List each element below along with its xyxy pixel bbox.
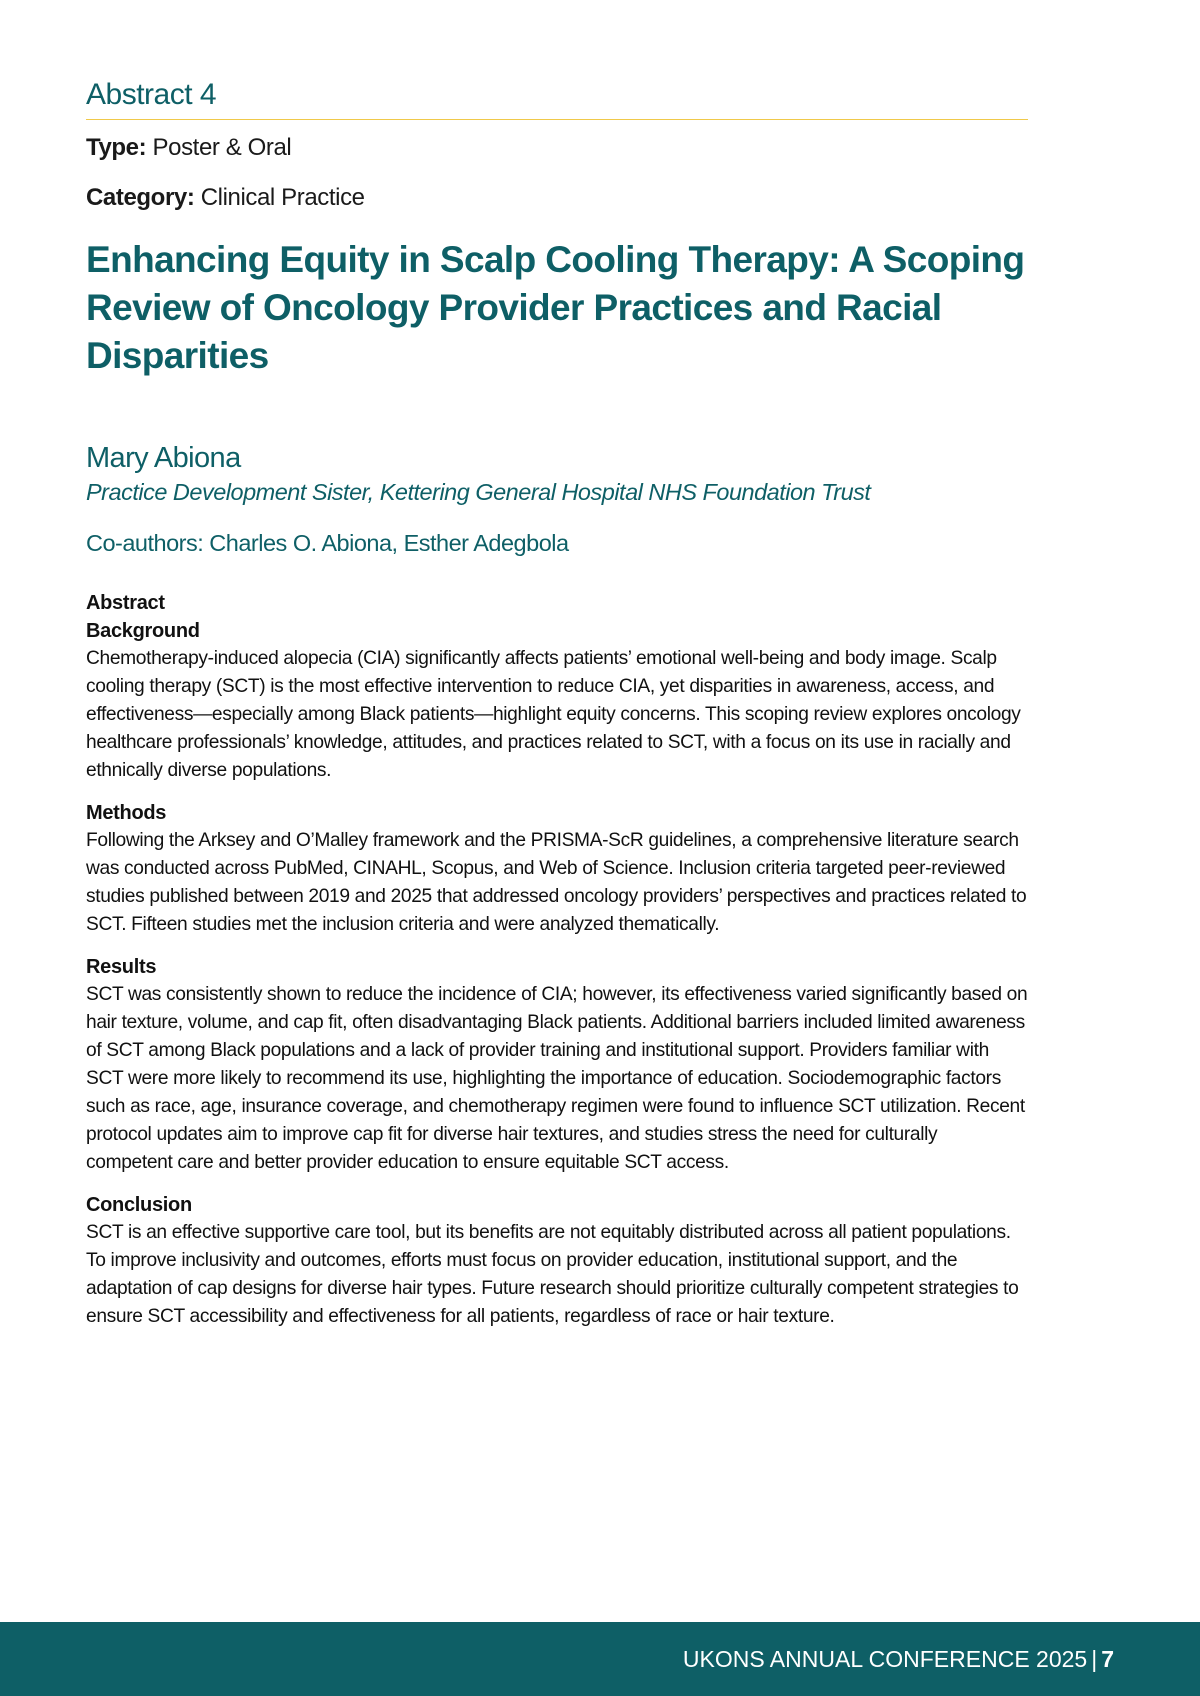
category-line [86,184,365,212]
category-key: Category: [86,184,195,211]
page-number: 7 [1101,1646,1114,1672]
abstract-title: Enhancing Equity in Scalp Cooling Therapy: A Scoping Review of Oncology Provider Practices and Racial Disparities [86,239,1025,376]
type-value: Poster & Oral [152,134,292,161]
author-name: Mary Abiona [86,442,241,474]
type-line [86,134,291,162]
abstract-number: Abstract 4 [86,78,217,111]
footer-bar [0,1622,1200,1696]
results-text: SCT was consistently shown to reduce the incidence of CIA; however, its effectiveness varied significantly based on hair texture, volume, and cap fit, often disadvantaging Black patients. Additional barriers included limited awareness of SCT among Black populations and a lack of provider training and institutional support. Providers familiar with SCT were more likely to recommend its use, highlighting the importance of education. Sociodemographic factors such as race, age, insurance coverage, and chemotherapy regimen were found to influence SCT utilization. Recent protocol updates aim to improve cap fit for diverse hair textures, and studies stress the need for culturally competent care and better provider education to ensure equitable SCT access. [86,984,1028,1173]
results-heading: Results [86,956,157,978]
background-heading: Background [86,620,200,642]
methods-text: Following the Arksey and O’Malley framework and the PRISMA-ScR guidelines, a comprehensive literature search was conducted across PubMed, CINAHL, Scopus, and Web of Science. Inclusion criteria targeted peer-reviewed studies published between 2019 and 2025 that addressed oncology providers’ perspectives and practices related to SCT. Fifteen studies met the inclusion criteria and were analyzed thematically. [86,830,1027,935]
author-affiliation: Practice Development Sister, Kettering General Hospital NHS Foundation Trust [86,479,871,505]
conclusion-text: SCT is an effective supportive care tool, but its benefits are not equitably distributed across all patient populations. To improve inclusivity and outcomes, efforts must focus on provider education, institutional support, and the adaptation of cap designs for diverse hair types. Future research should prioritize culturally competent strategies to ensure SCT accessibility and effectiveness for all patients, regardless of race or hair texture. [86,1222,1019,1327]
footer-text [683,1646,1114,1673]
type-key: Type: [86,134,147,161]
conference-name: UKONS ANNUAL CONFERENCE 2025 [682,1646,1088,1672]
methods-heading: Methods [86,802,167,824]
background-text: Chemotherapy-induced alopecia (CIA) significantly affects patients’ emotional well-being and body image. Scalp cooling therapy (SCT) is the most effective intervention to reduce CIA, yet disparities in awareness, access, and effectiveness—especially among Black patients—highlight equity concerns. This scoping review explores oncology healthcare professionals’ knowledge, attitudes, and practices related to SCT, with a focus on its use in racially and ethnically diverse populations. [86,648,1021,781]
footer-separator: | [1091,1646,1098,1672]
header-divider [86,119,1028,120]
coauthors: Co-authors: Charles O. Abiona, Esther Adegbola [86,530,569,556]
abstract-content [86,589,1028,1345]
category-value: Clinical Practice [200,184,365,211]
abstract-heading: Abstract [86,592,165,614]
conclusion-heading: Conclusion [86,1194,192,1216]
